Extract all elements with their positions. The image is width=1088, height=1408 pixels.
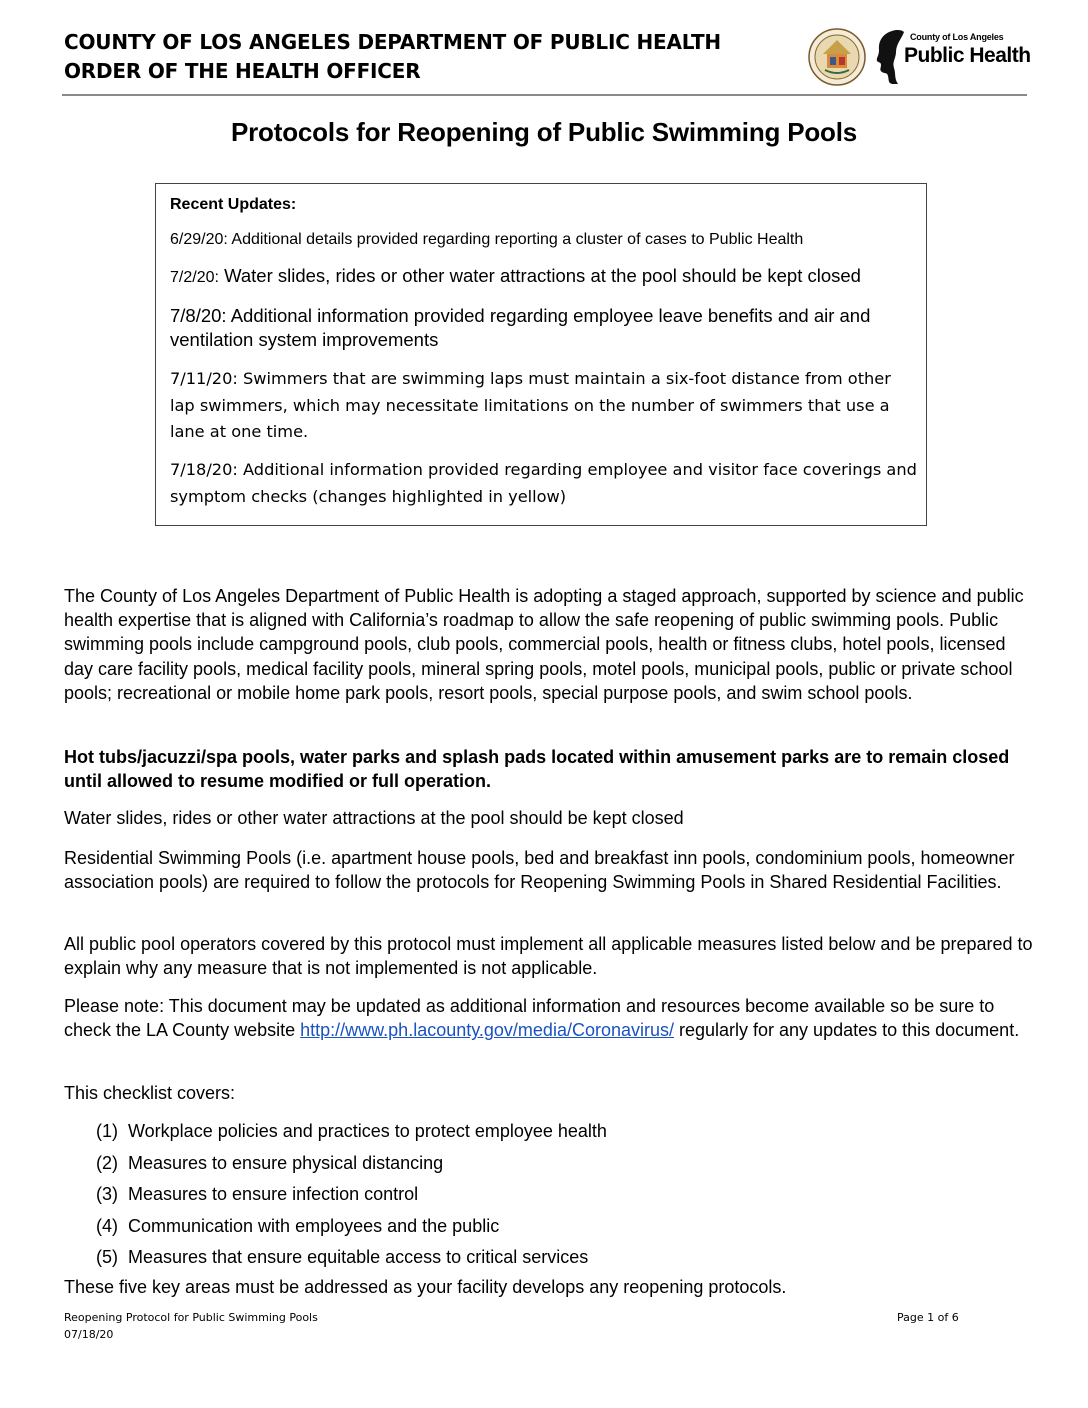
checklist-item — [96, 1214, 607, 1246]
update-item — [170, 304, 920, 352]
closing-paragraph: These five key areas must be addressed as your facility develops any reopening protocols. — [64, 1277, 787, 1297]
checklist-number: (3) — [96, 1184, 118, 1204]
checklist-number: (2) — [96, 1152, 118, 1173]
residential-pools-paragraph: Residential Swimming Pools (i.e. apartment house pools, bed and breakfast inn pools, condominium pools, homeowner association pools) are required to follow the protocols for Reopening Swimming Pools in Shared Residential Facilities. — [64, 848, 1015, 893]
header-line-2: ORDER OF THE HEALTH OFFICER — [64, 59, 421, 83]
logo-public-health-text: Public Health — [904, 44, 1031, 67]
update-item — [170, 457, 920, 510]
update-text: Additional information provided regarding employee and visitor face coverings and symptom checks (changes highlighted in yellow) — [170, 460, 917, 506]
header-line-1: COUNTY OF LOS ANGELES DEPARTMENT OF PUBLIC HEALTH — [64, 30, 721, 54]
note-text-after: regularly for any updates to this document. — [674, 1020, 1020, 1041]
update-item — [170, 264, 920, 290]
checklist-text: Measures to ensure infection control — [128, 1184, 419, 1204]
profile-silhouette-icon — [874, 28, 906, 86]
update-text: Additional details provided regarding reporting a cluster of cases to Public Health — [231, 231, 804, 248]
footer-document-name: Reopening Protocol for Public Swimming Pools — [64, 1311, 318, 1324]
page-number: Page 1 of 6 — [897, 1311, 959, 1324]
update-item — [170, 366, 920, 446]
update-text: Water slides, rides or other water attractions at the pool should be kept closed — [224, 265, 861, 286]
operators-paragraph: All public pool operators covered by this protocol must implement all applicable measures listed below and be prepared to explain why any measure that is not implemented is not applicable. — [64, 934, 1033, 979]
logo-county-text: County of Los Angeles — [910, 32, 1004, 42]
recent-updates-heading: Recent Updates: — [170, 196, 297, 213]
public-health-logo — [874, 28, 1031, 86]
water-attractions-paragraph: Water slides, rides or other water attractions at the pool should be kept closed — [64, 808, 684, 828]
checklist-text: Measures that ensure equitable access to critical services — [128, 1247, 589, 1267]
checklist-intro: This checklist covers: — [64, 1083, 236, 1103]
checklist-item — [96, 1245, 607, 1277]
checklist-number: (4) — [96, 1215, 118, 1236]
checklist — [96, 1119, 607, 1277]
coronavirus-website-link[interactable]: http://www.ph.lacounty.gov/media/Coronavirus/ — [300, 1020, 674, 1041]
intro-paragraph: The County of Los Angeles Department of Public Health is adopting a staged approach, supported by science and public health expertise that is aligned with California’s roadmap to allow the safe reopening of public swimming pools. Public swimming pools include campground pools, club pools, commercial pools, health or fitness clubs, hotel pools, licensed day care facility pools, medical facility pools, mineral spring pools, motel pools, municipal pools, public or private school pools; recreational or mobile home park pools, resort pools, special purpose pools, and swim school pools. — [64, 586, 1024, 703]
recent-updates-box — [155, 183, 927, 526]
update-item — [170, 229, 920, 251]
update-date: 7/18/20: — [170, 460, 238, 479]
checklist-item — [96, 1119, 607, 1151]
footer — [64, 1309, 318, 1343]
update-date: 6/29/20: — [170, 231, 228, 248]
county-seal-icon — [808, 26, 866, 88]
update-date: 7/11/20: — [170, 369, 238, 388]
checklist-number: (5) — [96, 1247, 118, 1267]
note-text-before: Please note: This document may be updated as additional information and resources become available so be sure to check the LA County website — [64, 996, 995, 1041]
header-title — [64, 28, 721, 86]
update-text: Additional information provided regarding employee leave benefits and air and ventilation system improvements — [170, 305, 871, 350]
checklist-text: Communication with employees and the public — [128, 1215, 500, 1236]
header-divider — [62, 94, 1027, 96]
checklist-number: (1) — [96, 1121, 118, 1141]
note-paragraph — [64, 994, 1036, 1042]
checklist-item — [96, 1182, 607, 1214]
closure-notice: Hot tubs/jacuzzi/spa pools, water parks and splash pads located within amusement parks are to remain closed until allowed to resume modified or full operation. — [64, 747, 1010, 792]
checklist-text: Workplace policies and practices to protect employee health — [128, 1121, 607, 1141]
update-date: 7/8/20: — [170, 305, 227, 326]
checklist-text: Measures to ensure physical distancing — [128, 1152, 444, 1173]
update-date: 7/2/20: — [170, 269, 219, 286]
update-text: Swimmers that are swimming laps must maintain a six-foot distance from other lap swimmers, which may necessitate limitations on the number of swimmers that use a lane at one time. — [170, 369, 891, 441]
footer-date: 07/18/20 — [64, 1328, 114, 1341]
checklist-item — [96, 1151, 607, 1183]
page-title: Protocols for Reopening of Public Swimming Pools — [231, 117, 857, 147]
